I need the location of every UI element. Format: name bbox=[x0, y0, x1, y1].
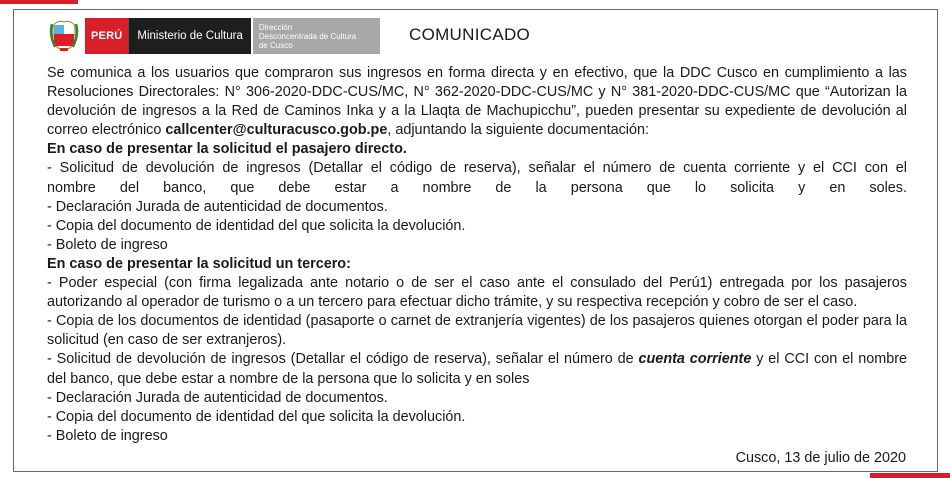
section2-item6: - Boleto de ingreso bbox=[47, 427, 168, 444]
logo-ministry: Ministerio de Cultura bbox=[128, 18, 250, 54]
page-title: COMUNICADO bbox=[409, 25, 531, 44]
section1-item4: - Boleto de ingreso bbox=[47, 236, 168, 253]
section1-item3: - Copia del documento de identidad del que solicita la devolución. bbox=[47, 217, 466, 234]
ministry-logo bbox=[47, 18, 380, 54]
email-link[interactable]: callcenter@culturacusco.gob.pe bbox=[165, 122, 388, 139]
section2-item4: - Declaración Jurada de autenticidad de documentos. bbox=[47, 389, 388, 406]
section2-heading: En caso de presentar la solicitud un tercero: bbox=[47, 255, 351, 272]
section1-item1-line1: - Solicitud de devolución de ingresos (Detallar el código de reserva), señalar el número de cuenta corriente y el CCI con el bbox=[47, 160, 907, 177]
section1-heading: En caso de presentar la solicitud el pasajero directo. bbox=[47, 141, 407, 158]
section2-item3-text-2: y el CCI con el nombre del banco, que debe estar a nombre de la persona que lo solicita y en soles bbox=[47, 351, 907, 387]
section2-item3-emphasis: cuenta corriente bbox=[638, 351, 752, 368]
section2-item5: - Copia del documento de identidad del que solicita la devolución. bbox=[47, 408, 466, 425]
logo-dept-line3: de Cusco bbox=[258, 40, 293, 50]
document-date: Cusco, 13 de julio de 2020 bbox=[735, 450, 906, 466]
communique-body bbox=[47, 64, 907, 446]
logo-dept-line1: Dirección bbox=[258, 22, 293, 32]
logo-dept-line2: Desconcentrada de Cultura bbox=[258, 31, 357, 41]
coat-of-arms-icon bbox=[47, 18, 81, 54]
intro-text-2: , adjuntando la siguiente documentación: bbox=[387, 122, 649, 139]
section2-item3 bbox=[47, 350, 907, 388]
logo-department bbox=[251, 18, 380, 54]
logo-brand: PERÚ bbox=[85, 18, 128, 54]
section2-item2: - Copia de los documentos de identidad (pasaporte o carnet de extranjería vigentes) de los pasajeros quienes otorgan el poder para la solicitud (en caso de ser extranjeros). bbox=[47, 313, 907, 349]
section1-item2: - Declaración Jurada de autenticidad de documentos. bbox=[47, 198, 388, 215]
bottom-right-accent-bar bbox=[870, 473, 950, 478]
intro-paragraph bbox=[47, 64, 907, 140]
section2-item3-text-1: - Solicitud de devolución de ingresos (Detallar el código de reserva), señalar el número de bbox=[47, 351, 639, 368]
section1-item1-line2: nombre del banco, que debe estar a nombre de la persona que lo solicita y en soles. bbox=[47, 179, 907, 196]
intro-text-1: Se comunica a los usuarios que compraron sus ingresos en forma directa y en efectivo, que la DDC Cusco en cumplimiento a las Resoluciones Directorales: N° 306-2020-DDC-CUS/MC, N° 362-2020-DDC-CUS/MC y N° 381-2020-DDC-CUS/MC que “Autorizan la devolución de ingresos a la Red de Caminos Inka y a la Llaqta de Machupicchu”, pueden presentar su expediente de devolución al correo electrónico bbox=[47, 65, 907, 139]
top-left-accent-bar bbox=[0, 0, 78, 4]
section2-item1: - Poder especial (con firma legalizada ante notario o de ser el caso ante el consulado del Perú1) entregada por los pasajeros autorizando al operador de turismo o a un tercero para efectuar dicho trámite, y su respectiva recepción y cobro de ser el caso. bbox=[47, 275, 907, 311]
